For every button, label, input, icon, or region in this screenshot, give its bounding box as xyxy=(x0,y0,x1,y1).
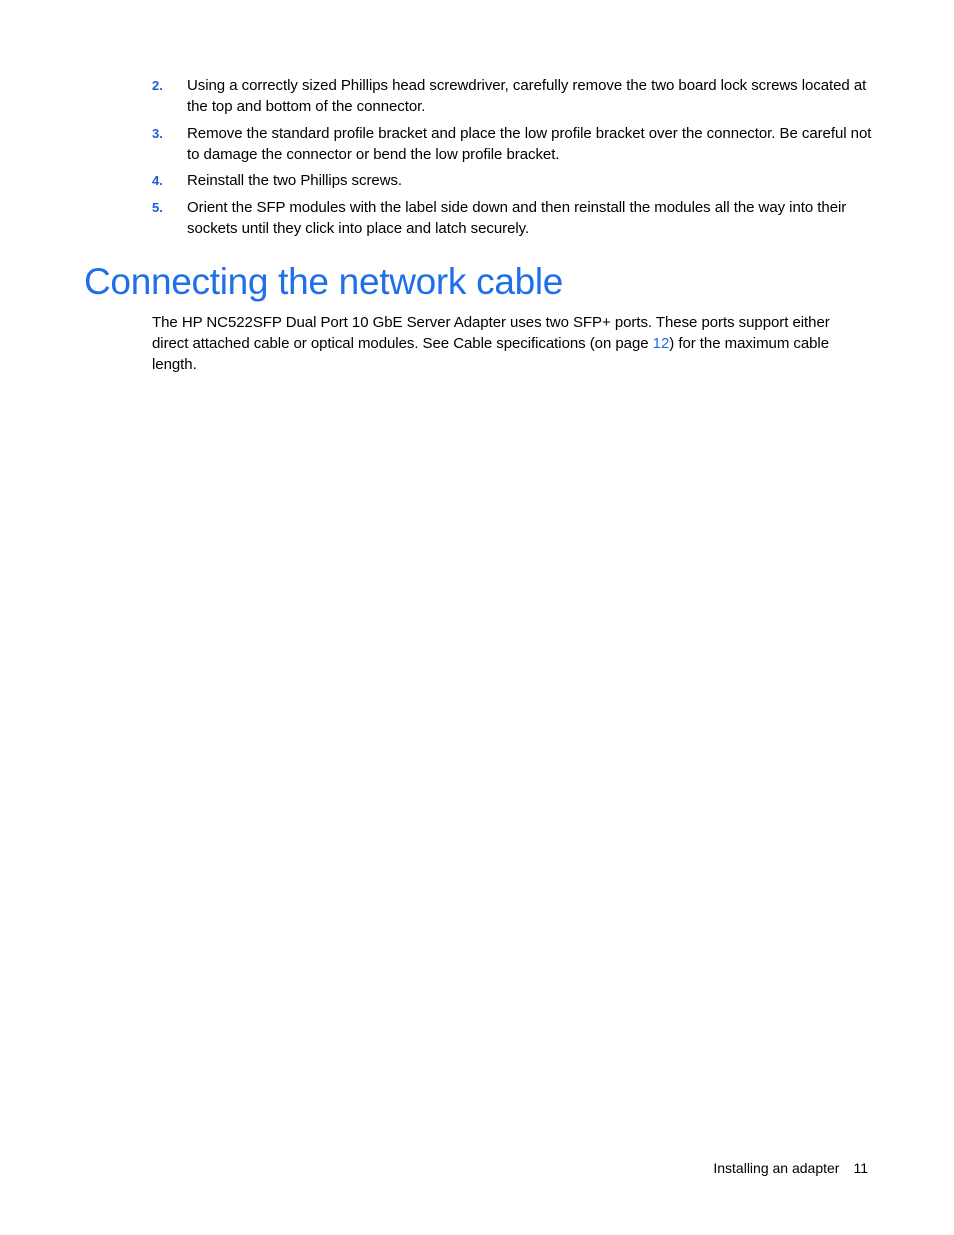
list-item xyxy=(152,197,872,239)
list-item xyxy=(152,75,872,117)
section-paragraph xyxy=(152,312,862,375)
footer-page-number: 11 xyxy=(853,1160,868,1176)
step-text: Remove the standard profile bracket and place the low profile bracket over the connector. Be careful not to damage the connector or bend the low profile bracket. xyxy=(187,124,872,163)
step-text: Using a correctly sized Phillips head screwdriver, carefully remove the two board lock screws located at the top and bottom of the connector. xyxy=(187,77,867,115)
step-number: 3. xyxy=(152,125,163,141)
step-text: Orient the SFP modules with the label side down and then reinstall the modules all the way into their sockets until they click into place and latch securely. xyxy=(187,198,847,237)
step-number: 5. xyxy=(152,199,163,215)
numbered-step-list xyxy=(152,75,872,244)
step-number: 4. xyxy=(152,173,163,188)
page-footer xyxy=(713,1158,868,1178)
list-item xyxy=(152,123,872,165)
footer-chapter-title: Installing an adapter xyxy=(713,1160,840,1176)
paragraph-text-start: The HP NC522SFP Dual Port 10 GbE Server Adapter uses two SFP+ ports. These ports support either direct attached cable or optical modules. See Cable specifications (on page xyxy=(152,314,830,352)
page-reference-link[interactable]: 12 xyxy=(652,335,670,352)
step-number: 2. xyxy=(152,78,163,93)
section-heading: Connecting the network cable xyxy=(84,261,564,302)
list-item xyxy=(152,170,872,191)
paragraph-text-end: ) for the maximum cable length. xyxy=(152,335,829,373)
step-text: Reinstall the two Phillips screws. xyxy=(187,172,403,189)
